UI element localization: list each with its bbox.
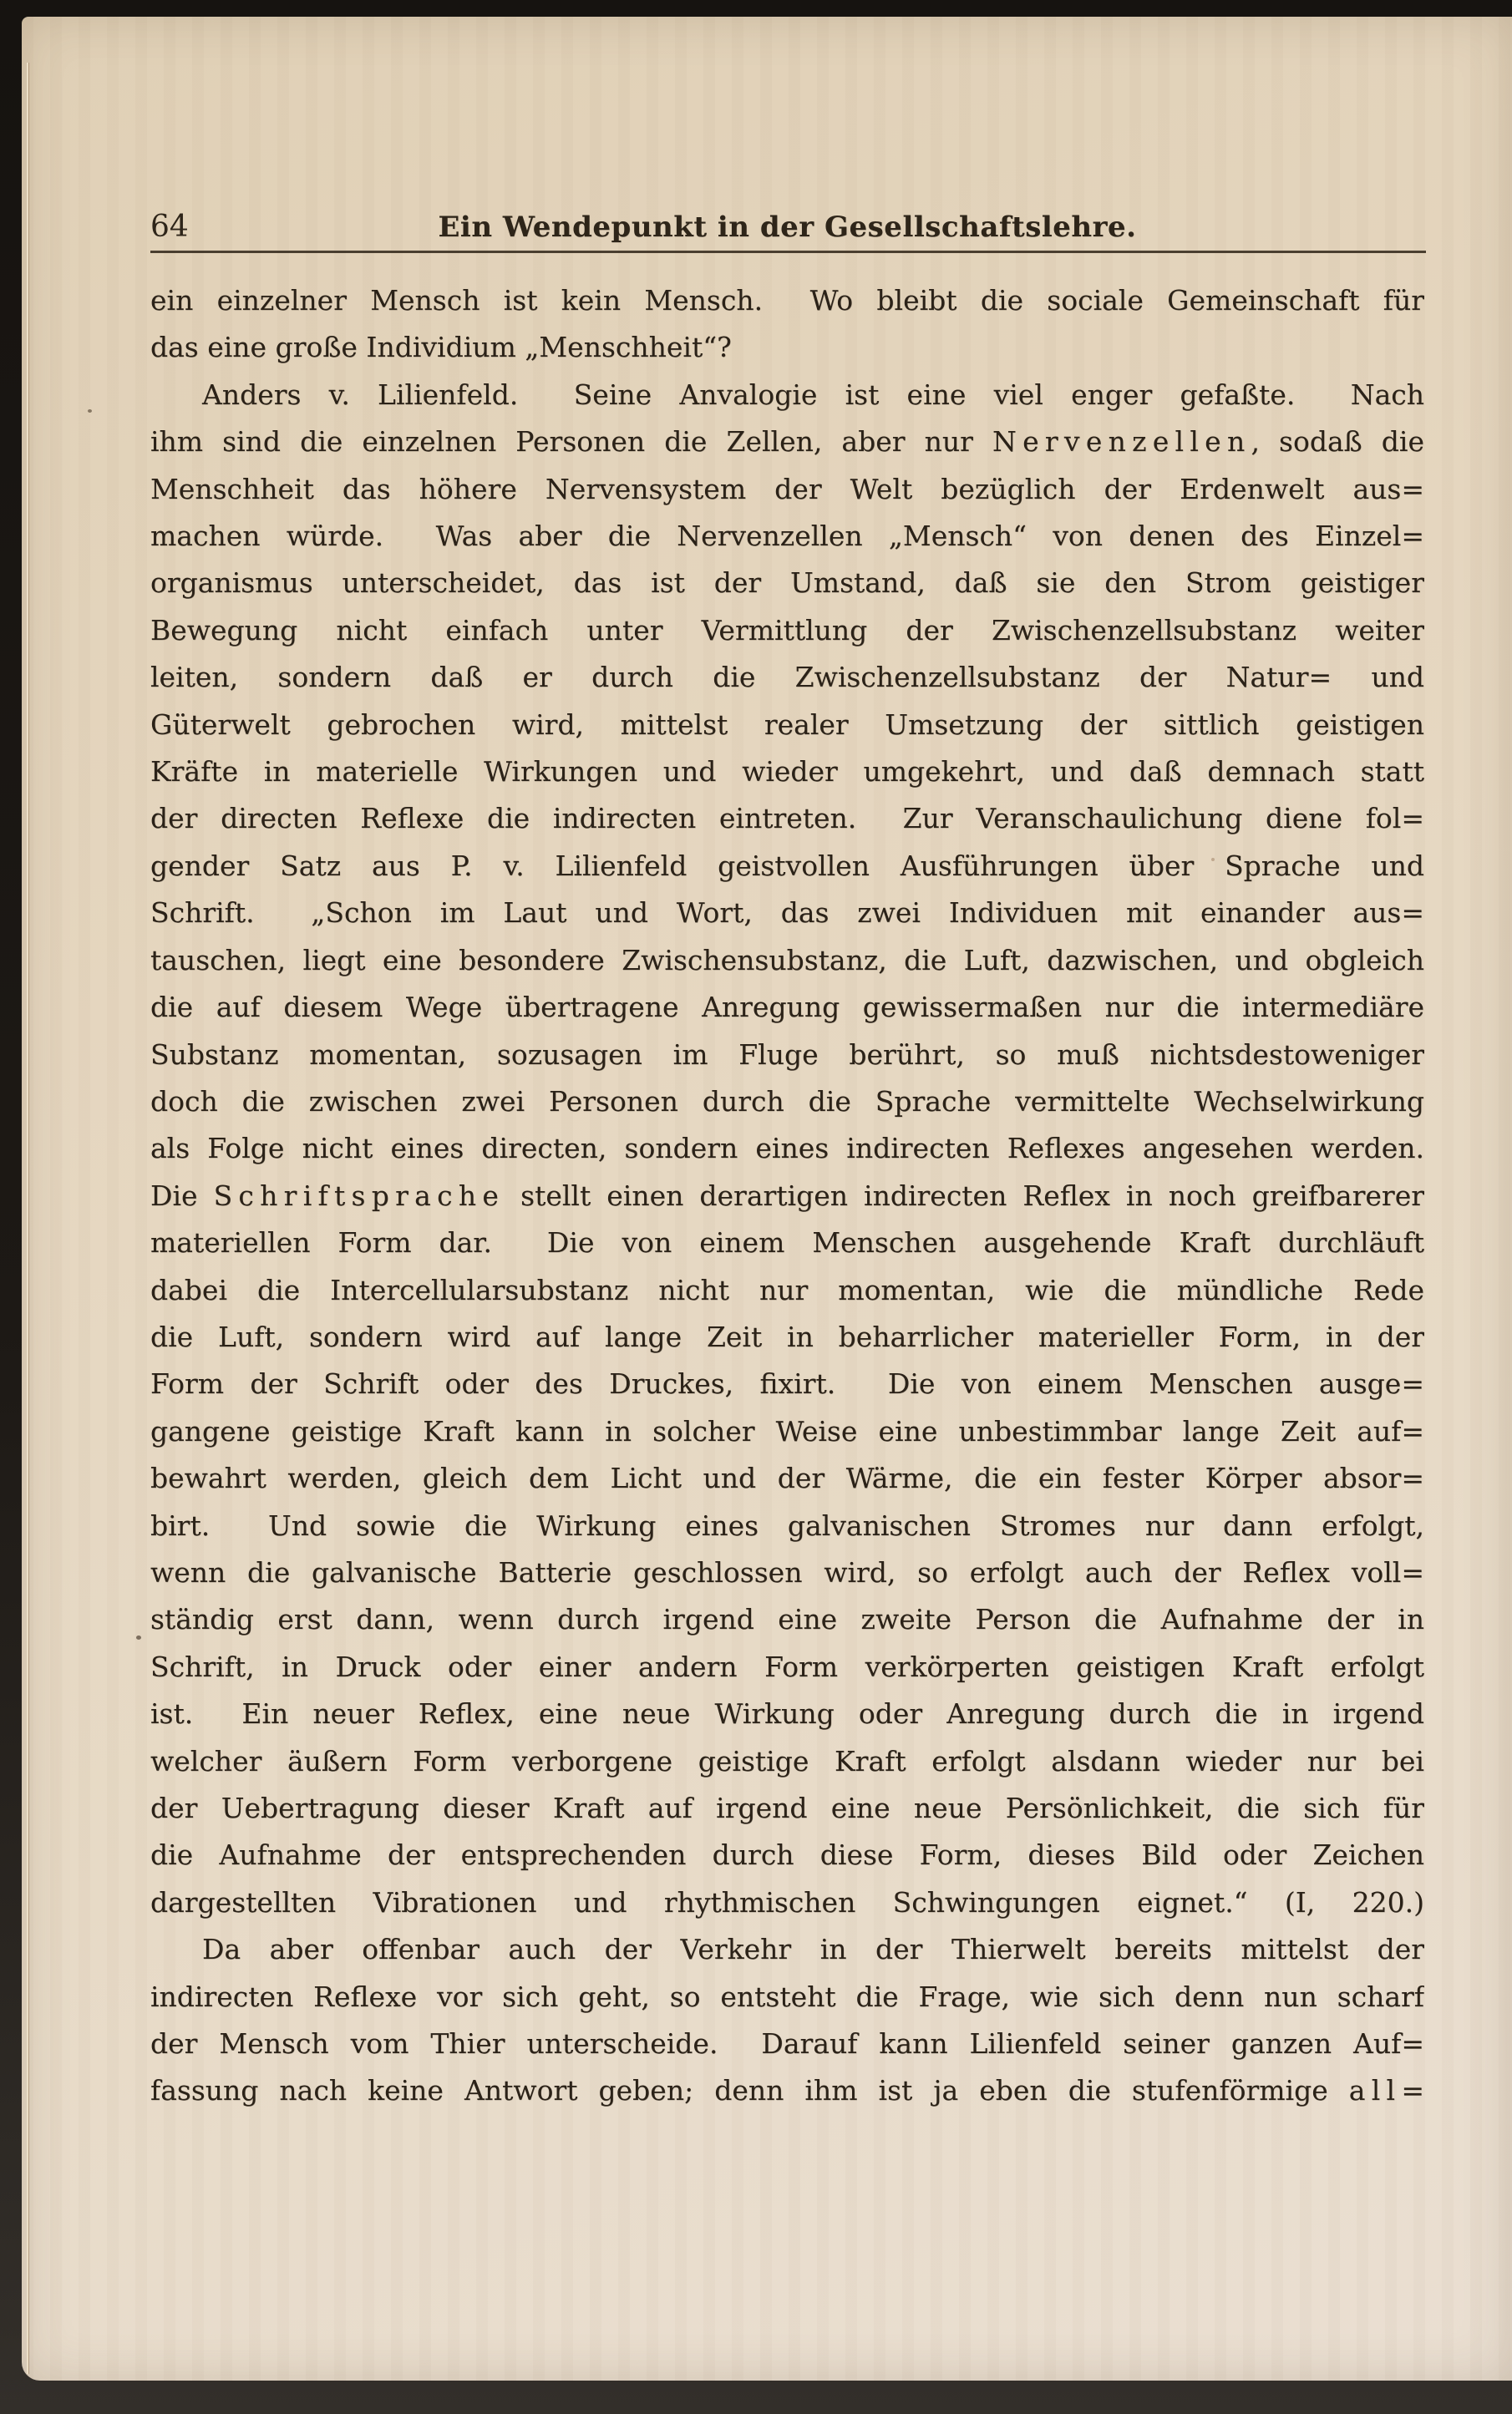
text-line-15: tauschen, liegt eine besondere Zwischensubstanz, die Luft, dazwischen, und obgleich xyxy=(150,943,1424,976)
text-line-18: doch die zwischen zwei Personen durch die Sprache vermittelte Wechselwirkung xyxy=(150,1084,1424,1118)
text-line-20: Die Schriftsprache stellt einen derartigen indirecten Reflex in noch greifbarerer xyxy=(150,1179,1424,1212)
page-number: 64 xyxy=(150,210,189,244)
text-line-23: die Luft, sondern wird auf lange Zeit in beharrlicher materieller Form, in der xyxy=(150,1320,1424,1353)
text-line-33: der Uebertragung dieser Kraft auf irgend eine neue Persönlichkeit, die sich für xyxy=(150,1792,1424,1824)
running-title: Ein Wendepunkt in der Gesellschaftslehre. xyxy=(438,210,1137,244)
body-text xyxy=(150,277,1424,2115)
text-line-11: Kräfte in materielle Wirkungen und wieder umgekehrt, und daß demnach statt xyxy=(150,755,1424,789)
text-line-5: Menschheit das höhere Nervensystem der Welt bezüglich der Erdenwelt aus= xyxy=(150,472,1424,505)
text-line-39: fassung nach keine Antwort geben; denn ihm ist ja eben die stufenförmige all= xyxy=(150,2074,1424,2107)
text-line-17: Substanz momentan, sozusagen im Fluge berührt, so muß nichtsdestoweniger xyxy=(150,1037,1424,1071)
emphasized-word: all xyxy=(1348,2074,1402,2107)
text-line-13: gender Satz aus P. v. Lilienfeld geistvollen Ausführungen über Sprache und xyxy=(150,849,1424,882)
text-line-36: Da aber offenbar auch der Verkehr in der Thierwelt bereits mittelst der xyxy=(202,1933,1424,1966)
emphasized-word: Schriftsprache xyxy=(213,1179,505,1212)
text-line-26: bewahrt werden, gleich dem Licht und der Wärme, die ein fester Körper absor= xyxy=(150,1462,1424,1495)
text-line-24: Form der Schrift oder des Druckes, fixirt. Die von einem Menschen ausge= xyxy=(150,1367,1424,1401)
text-line-25: gangene geistige Kraft kann in solcher Weise eine unbestimmbar lange Zeit auf= xyxy=(150,1414,1424,1448)
text-line-14: Schrift. „Schon im Laut und Wort, das zwei Individuen mit einander aus= xyxy=(150,896,1424,930)
text-line-19: als Folge nicht eines directen, sondern eines indirecten Reflexes angesehen werden. xyxy=(150,1132,1424,1165)
header-rule xyxy=(150,251,1426,253)
text-line-30: Schrift, in Druck oder einer andern Form verkörperten geistigen Kraft erfolgt xyxy=(150,1650,1424,1683)
text-line-37: indirecten Reflexe vor sich geht, so entsteht die Frage, wie sich denn nun scharf xyxy=(150,1980,1424,2013)
text-line-38: der Mensch vom Thier unterscheide. Darauf kann Lilienfeld seiner ganzen Auf= xyxy=(150,2027,1424,2061)
text-line-16: die auf diesem Wege übertragene Anregung gewissermaßen nur die intermediäre xyxy=(150,991,1424,1024)
book-page xyxy=(22,17,1512,2381)
text-line-31: ist. Ein neuer Reflex, eine neue Wirkung oder Anregung durch die in irgend xyxy=(150,1697,1424,1731)
text-line-3: Anders v. Lilienfeld. Seine Anvalogie ist eine viel enger gefaßte. Nach xyxy=(202,378,1424,411)
emphasized-word: Nervenzellen xyxy=(992,425,1251,459)
text-line-12: der directen Reflexe die indirecten eintreten. Zur Veranschaulichung diene fol= xyxy=(150,802,1424,835)
page-edge xyxy=(27,63,32,2374)
text-line-34: die Aufnahme der entsprechenden durch diese Form, dieses Bild oder Zeichen xyxy=(150,1838,1424,1872)
paper-speck xyxy=(88,409,92,413)
text-line-8: Bewegung nicht einfach unter Vermittlung der Zwischenzellsubstanz weiter xyxy=(150,613,1424,647)
text-line-21: materiellen Form dar. Die von einem Menschen ausgehende Kraft durchläuft xyxy=(150,1226,1424,1260)
paper-speck xyxy=(136,1636,141,1640)
paper-speck xyxy=(1211,858,1215,861)
text-line-2: das eine große Individium „Menschheit“? xyxy=(150,331,732,364)
page-header xyxy=(150,207,1424,247)
text-line-27: birt. Und sowie die Wirkung eines galvanischen Stromes nur dann erfolgt, xyxy=(150,1509,1424,1542)
text-line-1: ein einzelner Mensch ist kein Mensch. Wo bleibt die sociale Gemeinschaft für xyxy=(150,284,1424,317)
text-line-9: leiten, sondern daß er durch die Zwischenzellsubstanz der Natur= und xyxy=(150,661,1424,694)
text-line-35: dargestellten Vibrationen und rhythmischen Schwingungen eignet.“ (I, 220.) xyxy=(150,1885,1424,1919)
text-line-32: welcher äußern Form verborgene geistige Kraft erfolgt alsdann wieder nur bei xyxy=(150,1744,1424,1778)
text-line-7: organismus unterscheidet, das ist der Umstand, daß sie den Strom geistiger xyxy=(150,566,1424,600)
text-line-22: dabei die Intercellularsubstanz nicht nur momentan, wie die mündliche Rede xyxy=(150,1273,1424,1306)
text-line-4: ihm sind die einzelnen Personen die Zellen, aber nur Nervenzellen, sodaß die xyxy=(150,425,1424,459)
text-line-10: Güterwelt gebrochen wird, mittelst realer Umsetzung der sittlich geistigen xyxy=(150,707,1424,741)
text-line-29: ständig erst dann, wenn durch irgend eine zweite Person die Aufnahme der in xyxy=(150,1603,1424,1636)
text-line-28: wenn die galvanische Batterie geschlossen wird, so erfolgt auch der Reflex voll= xyxy=(150,1555,1424,1589)
text-line-6: machen würde. Was aber die Nervenzellen „Mensch“ von denen des Einzel= xyxy=(150,520,1424,553)
